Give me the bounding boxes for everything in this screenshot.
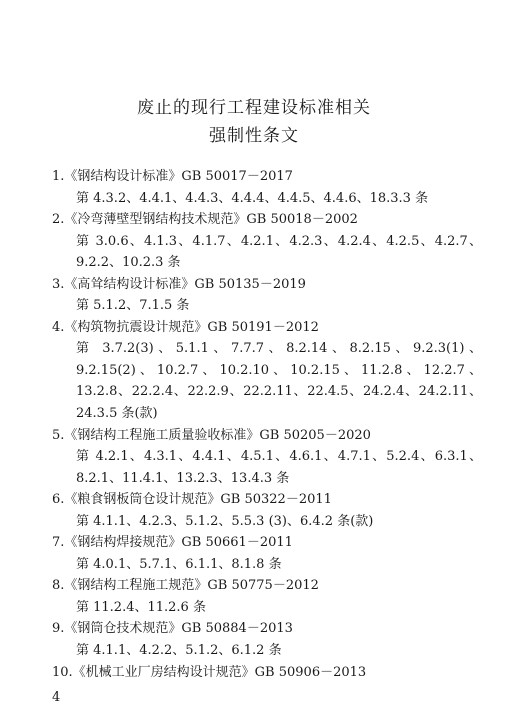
- item-heading: 7.《钢结构焊接规范》GB 50661－2011: [52, 535, 293, 551]
- list-item: [52, 425, 482, 490]
- list-item: [52, 532, 482, 575]
- item-clauses: 第 3.0.6、4.1.3、4.1.7、4.2.1、4.2.3、4.2.4、4.2.5、4.2.7、9.2.2、10.2.3 条: [76, 233, 482, 271]
- list-item: [52, 317, 482, 425]
- page-title-line1: 废止的现行工程建设标准相关: [137, 98, 371, 118]
- item-heading: 10.《机械工业厂房结构设计规范》GB 50906－2013: [52, 664, 367, 680]
- list-item: [52, 209, 482, 274]
- list-item: [52, 274, 482, 317]
- standards-list: [52, 166, 482, 683]
- item-clauses: 第 4.2.1、4.3.1、4.4.1、4.5.1、4.6.1、4.7.1、5.2.4、6.3.1、8.2.1、11.4.1、13.2.3、13.4.3 条: [76, 449, 482, 486]
- page-number: 4: [52, 690, 61, 705]
- item-clauses: 第 3.7.2(3)、5.1.1、7.7.7、8.2.14、8.2.15、9.2.3(1)、9.2.15(2)、10.2.7、10.2.10、10.2.15、11.2.8、12.2.7、13.2.8、22.2.4、22.2.9、22.2.11、22.4.5、24.2.4、24.2.11、24.3.5 条(款): [76, 341, 482, 422]
- item-clauses: 第 11.2.4、11.2.6 条: [76, 599, 206, 615]
- list-item: [52, 166, 482, 209]
- item-clauses: 第 4.3.2、4.4.1、4.4.3、4.4.4、4.4.5、4.4.6、18.3.3 条: [76, 190, 429, 206]
- item-heading: 6.《粮食钢板筒仓设计规范》GB 50322－2011: [52, 492, 332, 508]
- item-heading: 9.《钢筒仓技术规范》GB 50884－2013: [52, 621, 293, 637]
- item-clauses: 第 4.1.1、4.2.3、5.1.2、5.5.3 (3)、6.4.2 条(款): [76, 513, 374, 529]
- item-heading: 8.《钢结构工程施工规范》GB 50775－2012: [52, 578, 319, 594]
- list-item: [52, 575, 482, 618]
- item-clauses: 第 4.1.1、4.2.2、5.1.2、6.1.2 条: [76, 643, 282, 659]
- item-heading: 2.《冷弯薄壁型钢结构技术规范》GB 50018－2002: [52, 212, 358, 228]
- item-heading: 1.《钢结构设计标准》GB 50017－2017: [52, 169, 293, 184]
- item-clauses: 第 5.1.2、7.1.5 条: [76, 298, 190, 314]
- list-item: [52, 662, 482, 684]
- item-heading: 5.《钢结构工程施工质量验收标准》GB 50205－2020: [52, 427, 371, 443]
- item-clauses: 第 4.0.1、5.7.1、6.1.1、8.1.8 条: [76, 556, 282, 572]
- list-item: [52, 618, 482, 661]
- item-heading: 3.《高耸结构设计标准》GB 50135－2019: [52, 276, 306, 292]
- item-heading: 4.《构筑物抗震设计规范》GB 50191－2012: [52, 319, 319, 335]
- list-item: [52, 489, 482, 532]
- page-title-line2: 强制性条文: [209, 126, 299, 146]
